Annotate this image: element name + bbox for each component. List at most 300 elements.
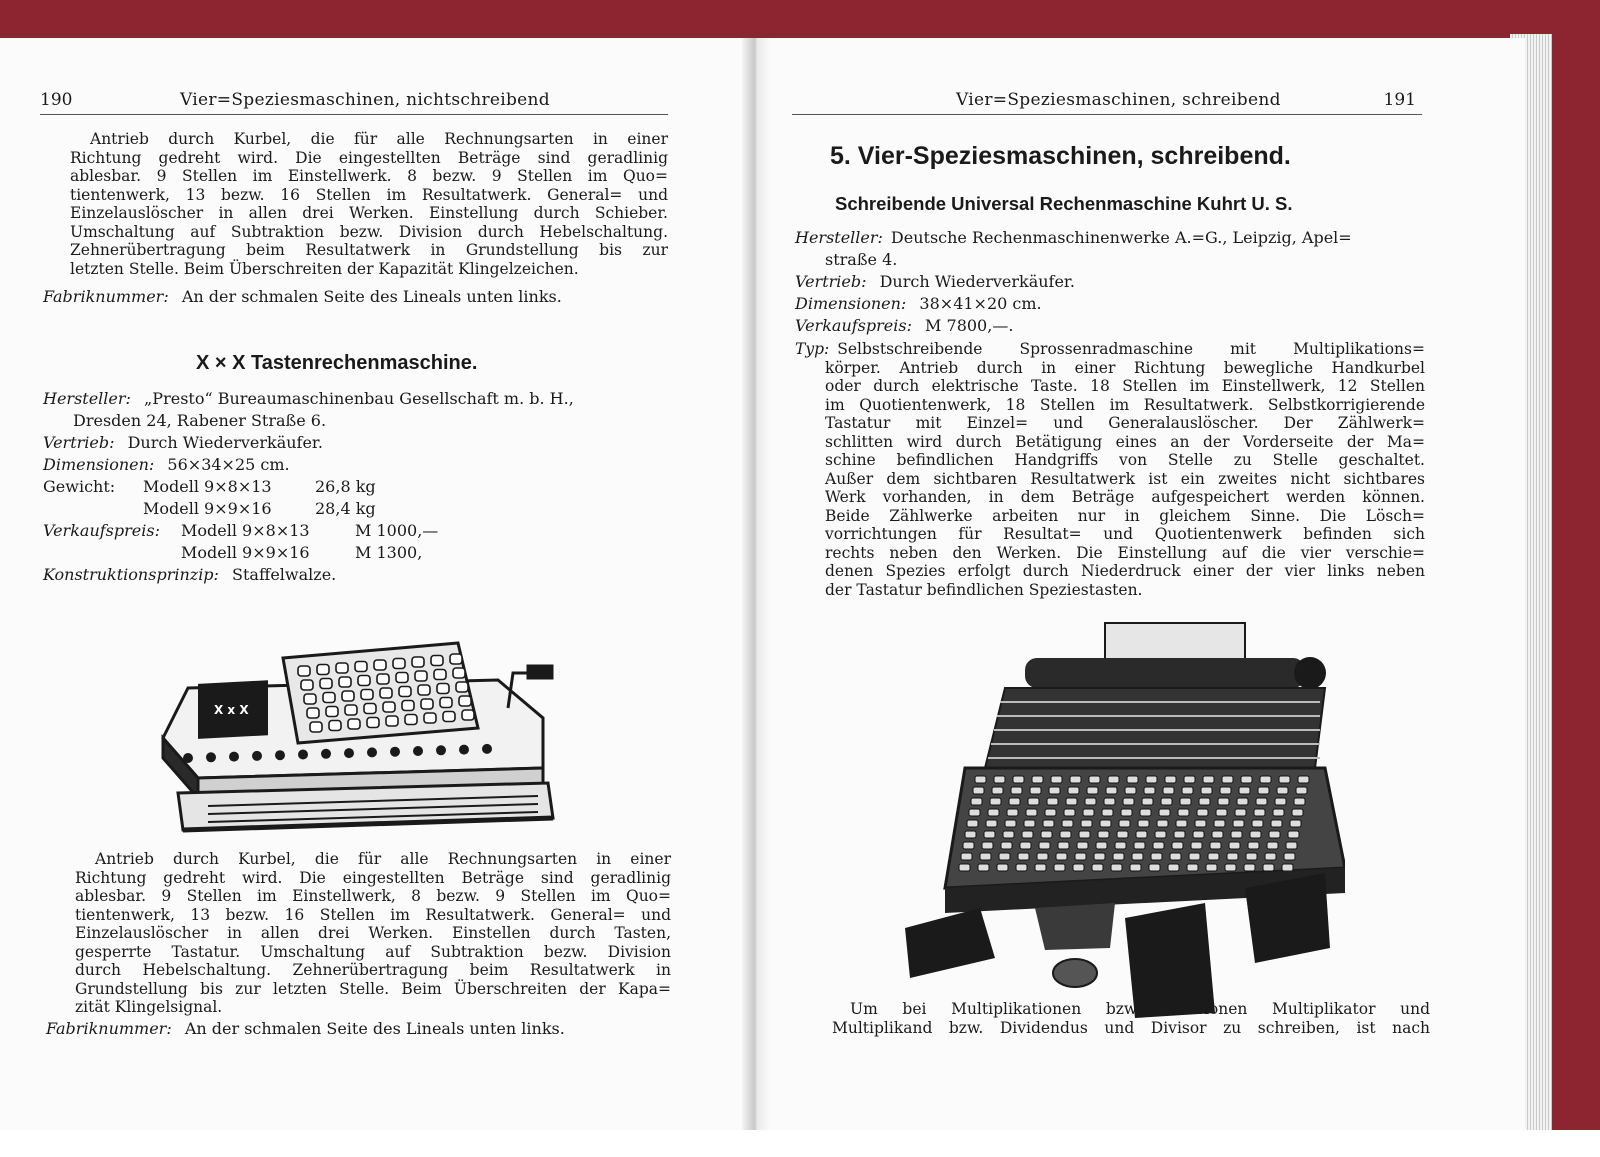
typewriter-key	[1157, 820, 1168, 827]
field-label: Konstruktionsprinzip:	[43, 565, 219, 584]
result-dial	[275, 750, 285, 760]
typewriter-key	[1271, 820, 1282, 827]
text-line: rechts neben den Werken. Die Einstellung auf die vier verschie=	[825, 543, 1425, 562]
tastenrechenmaschine-illustration	[158, 618, 558, 838]
text-line: Um bei Multiplikationen bzw. Divisionen Multiplikator und	[850, 1000, 1430, 1018]
typewriter-key	[1136, 831, 1147, 838]
typewriter-key	[1058, 842, 1069, 849]
typewriter-key	[1047, 798, 1058, 805]
typewriter-key	[1039, 842, 1050, 849]
typewriter-key	[1104, 798, 1115, 805]
typewriter-key	[1298, 776, 1309, 783]
typewriter-key	[1149, 864, 1160, 871]
typewriter-key	[1256, 798, 1267, 805]
result-dial	[183, 753, 193, 763]
field-value: An der schmalen Seite des Lineals unten links.	[181, 287, 562, 306]
text-line: schine befindlichen Handgriffs von Stelle zu Stelle geschaltet.	[825, 451, 1425, 469]
typewriter-key	[973, 787, 984, 794]
field-value: Durch Wiederverkäufer.	[127, 433, 323, 452]
field-label: Dimensionen:	[795, 294, 907, 313]
typewriter-key	[1056, 853, 1067, 860]
typewriter-key	[1199, 798, 1210, 805]
page-number: 191	[1383, 90, 1416, 110]
typewriter-key	[1170, 853, 1181, 860]
calculator-key	[377, 674, 389, 684]
calculator-key	[402, 701, 414, 711]
calculator-key	[317, 665, 329, 675]
typewriter-key	[1011, 787, 1022, 794]
typewriter-key	[1009, 798, 1020, 805]
kuhrt-machine-illustration	[885, 618, 1345, 1018]
typewriter-key	[1018, 853, 1029, 860]
typewriter-key	[1187, 864, 1198, 871]
typewriter-key	[1081, 820, 1092, 827]
body-paragraph	[75, 850, 671, 1017]
book-cover-right	[1552, 0, 1600, 1130]
text-line: der Tastatur befindlichen Speziestasten.	[825, 580, 1143, 599]
text-line: schlitten wird durch Betätigung eines an der Vorderseite der Ma=	[825, 432, 1425, 451]
calculator-key	[374, 660, 386, 670]
section-title: Schreibende Universal Rechenmaschine Kuhrt U. S.	[835, 193, 1293, 214]
model-name: Modell 9×8×13	[181, 521, 310, 540]
typewriter-key	[1191, 842, 1202, 849]
typewriter-key	[1041, 831, 1052, 838]
result-dial	[229, 752, 239, 762]
calculator-key	[424, 713, 436, 723]
typewriter-key	[1020, 842, 1031, 849]
typewriter-key	[1111, 864, 1122, 871]
result-dial	[436, 745, 446, 755]
typewriter-key	[982, 842, 993, 849]
typewriter-key	[1193, 831, 1204, 838]
typewriter-key	[1037, 853, 1048, 860]
calculator-key	[431, 656, 443, 666]
result-dial	[321, 749, 331, 759]
calculator-key	[298, 666, 310, 676]
calculator-key	[326, 707, 338, 717]
typewriter-key	[1244, 864, 1255, 871]
typewriter-key	[1001, 842, 1012, 849]
typewriter-key	[1159, 809, 1170, 816]
calculator-key	[358, 676, 370, 686]
typewriter-key	[1269, 831, 1280, 838]
calculator-key	[367, 718, 379, 728]
text-line: vorrichtungen für Resultat= und Quotientenwerk befinden sich	[825, 525, 1425, 543]
text-line: oder durch elektrische Taste. 18 Stellen im Einstellwerk, 12 Stellen	[825, 377, 1425, 395]
typewriter-key	[1284, 853, 1295, 860]
typewriter-key	[1106, 787, 1117, 794]
field-label: Vertrieb:	[795, 272, 867, 291]
typewriter-key	[1035, 864, 1046, 871]
calculator-key	[345, 705, 357, 715]
calculator-key	[434, 670, 446, 680]
typewriter-key	[1098, 831, 1109, 838]
calculator-key	[462, 710, 474, 720]
calculator-key	[421, 699, 433, 709]
typewriter-key	[1155, 831, 1166, 838]
field-value: 38×41×20 cm.	[919, 294, 1042, 313]
typewriter-key	[1108, 776, 1119, 783]
text-line: Tastatur mit Einzel= und Generalauslöscher. Der Zählwerk=	[825, 414, 1425, 432]
text-line: letzten Stelle. Beim Überschreiten der Kapazität Klingelzeichen.	[70, 259, 579, 278]
text-line: körper. Antrieb durch in einer Richtung bewegliche Handkurbel	[825, 358, 1425, 377]
typewriter-key	[1079, 831, 1090, 838]
field-value: Deutsche Rechenmaschinenwerke A.=G., Leipzig, Apel=	[890, 228, 1352, 247]
text-line: Umschaltung auf Subtraktion bezw. Division durch Hebelschaltung.	[70, 222, 668, 241]
text-line: im Quotientenwerk, 18 Stellen im Resultatwerk. Selbstkorrigierende	[825, 395, 1425, 414]
hersteller-continued: straße 4.	[825, 250, 898, 269]
typewriter-key	[1227, 853, 1238, 860]
typewriter-key	[990, 798, 1001, 805]
left-running-head	[40, 88, 668, 115]
typewriter-key	[1024, 820, 1035, 827]
typewriter-key	[1096, 842, 1107, 849]
typewriter-key	[1043, 820, 1054, 827]
typewriter-key	[994, 776, 1005, 783]
typewriter-key	[1144, 787, 1155, 794]
calculator-key	[361, 690, 373, 700]
calculator-key	[399, 687, 411, 697]
typewriter-key	[1005, 820, 1016, 827]
typewriter-key	[984, 831, 995, 838]
text-line: Grundstellung bis zur letzten Stelle. Beim Überschreiten der Kapa=	[75, 979, 671, 998]
bottom-paragraph	[832, 1000, 1430, 1037]
text-line: Multiplikand bzw. Dividendus und Divisor zu schreiben, ist nach	[832, 1018, 1430, 1037]
calculator-key	[456, 682, 468, 692]
typewriter-key	[963, 842, 974, 849]
typewriter-key	[1201, 787, 1212, 794]
result-dial	[206, 752, 216, 762]
typewriter-key	[988, 809, 999, 816]
result-dial	[413, 746, 423, 756]
calculator-key	[450, 654, 462, 664]
typewriter-key	[965, 831, 976, 838]
typewriter-key	[1222, 776, 1233, 783]
result-dial	[390, 747, 400, 757]
calculator-key	[355, 662, 367, 672]
text-line: Beide Zählwerke arbeiten nur in gleichem Sinne. Die Lösch=	[825, 506, 1425, 525]
typewriter-key	[1130, 864, 1141, 871]
typewriter-key	[1068, 787, 1079, 794]
typewriter-key	[1273, 809, 1284, 816]
text-line: tientenwerk, 13 bezw. 16 Stellen im Resultatwerk. General= und	[75, 905, 671, 924]
typewriter-key	[1294, 798, 1305, 805]
typewriter-key	[1241, 776, 1252, 783]
typewriter-key	[1279, 776, 1290, 783]
typewriter-key	[1102, 809, 1113, 816]
typewriter-key	[1070, 776, 1081, 783]
typewriter-key	[1218, 798, 1229, 805]
typewriter-key	[1290, 820, 1301, 827]
typewriter-key	[1265, 853, 1276, 860]
calculator-key	[396, 673, 408, 683]
typewriter-key	[1229, 842, 1240, 849]
typewriter-key	[1254, 809, 1265, 816]
typewriter-key	[1263, 864, 1274, 871]
typewriter-key	[971, 798, 982, 805]
dimensionen-entry	[43, 454, 673, 476]
typewriter-key	[1189, 853, 1200, 860]
typewriter-key	[1296, 787, 1307, 794]
verkaufspreis-entry	[795, 315, 1425, 337]
verkaufspreis-row	[43, 542, 673, 564]
typewriter-key	[1178, 809, 1189, 816]
typewriter-key	[1007, 809, 1018, 816]
typewriter-key	[1210, 842, 1221, 849]
calculator-key	[342, 691, 354, 701]
field-label: Verkaufspreis:	[795, 316, 912, 335]
typewriter-key	[1132, 853, 1143, 860]
typewriter-key	[1123, 798, 1134, 805]
text-line: Richtung gedreht wird. Die eingestellten Beträge sind geradlinig	[75, 868, 671, 887]
field-value: M 1300,	[355, 543, 423, 562]
typewriter-key	[1003, 831, 1014, 838]
field-value: M 1000,—	[355, 521, 439, 540]
typewriter-key	[1203, 776, 1214, 783]
field-value: „Presto“ Bureaumaschinenbau Gesellschaft m. b. H.,	[144, 389, 574, 408]
text-line: Einzelauslöscher in allen drei Werken. Einstellung durch Schieber.	[70, 204, 668, 222]
field-label: Verkaufspreis:	[43, 521, 160, 540]
typewriter-key	[980, 853, 991, 860]
result-dial	[298, 750, 308, 760]
typewriter-key	[1260, 776, 1271, 783]
typewriter-key	[975, 776, 986, 783]
fabriknummer-entry	[43, 286, 562, 308]
typewriter-key	[1026, 809, 1037, 816]
field-value: 28,4 kg	[315, 499, 376, 518]
typewriter-key	[1115, 842, 1126, 849]
hand-crank-base	[1035, 903, 1115, 950]
result-dial	[344, 748, 354, 758]
typewriter-key	[1083, 809, 1094, 816]
typewriter-key	[1100, 820, 1111, 827]
verkaufspreis-row	[43, 520, 673, 542]
typewriter-key	[1075, 853, 1086, 860]
chapter-title: 5. Vier-Speziesmaschinen, schreibend.	[830, 142, 1291, 170]
section-title: X × X Tastenrechenmaschine.	[196, 352, 478, 374]
calculator-key	[437, 684, 449, 694]
calculator-key	[339, 677, 351, 687]
typewriter-key	[1180, 798, 1191, 805]
running-title: Vier=Speziesmaschinen, nichtschreibend	[180, 90, 550, 110]
vertrieb-entry	[795, 271, 1425, 293]
field-value: Staffelwalze.	[232, 565, 337, 584]
typewriter-key	[1258, 787, 1269, 794]
typewriter-key	[1121, 809, 1132, 816]
typewriter-key	[1045, 809, 1056, 816]
field-value: An der schmalen Seite des Lineals unten links.	[184, 1019, 565, 1038]
gewicht-row	[43, 498, 673, 520]
field-label: Fabriknummer:	[46, 1019, 172, 1038]
field-value: 56×34×25 cm.	[167, 455, 290, 474]
hersteller-entry	[43, 388, 673, 410]
typewriter-key	[986, 820, 997, 827]
calculator-key	[307, 708, 319, 718]
calculator-key	[336, 663, 348, 673]
typewriter-key	[1094, 853, 1105, 860]
calculator-key	[412, 657, 424, 667]
calculator-key	[440, 698, 452, 708]
calculator-key	[323, 693, 335, 703]
typewriter-key	[1146, 776, 1157, 783]
model-name: Modell 9×8×13	[143, 477, 272, 496]
machine-plate-text: X x X	[214, 703, 249, 717]
typewriter-key	[1252, 820, 1263, 827]
konstruktion-entry	[43, 564, 673, 586]
running-title: Vier=Speziesmaschinen, schreibend	[956, 90, 1281, 110]
dimensionen-entry	[795, 293, 1425, 315]
typewriter-key	[1208, 853, 1219, 860]
typewriter-key	[1013, 776, 1024, 783]
hersteller-continued: Dresden 24, Rabener Straße 6.	[73, 411, 327, 430]
field-label: Gewicht:	[43, 477, 116, 496]
typewriter-key	[1225, 864, 1236, 871]
text-line: Zehnerübertragung beim Resultatwerk in Grundstellung bis zur	[70, 241, 668, 259]
typewriter-key	[1127, 776, 1138, 783]
typewriter-key	[1195, 820, 1206, 827]
field-label: Dimensionen:	[43, 455, 155, 474]
calculator-key	[405, 715, 417, 725]
typewriter-key	[1060, 831, 1071, 838]
field-label: Vertrieb:	[43, 433, 115, 452]
typewriter-key	[1267, 842, 1278, 849]
calculator-key	[418, 685, 430, 695]
typewriter-key	[1142, 798, 1153, 805]
spec-block	[43, 388, 673, 586]
typewriter-key	[997, 864, 1008, 871]
typewriter-key	[1051, 776, 1062, 783]
calculator-key	[380, 688, 392, 698]
typewriter-key	[1168, 864, 1179, 871]
typewriter-key	[1085, 798, 1096, 805]
typewriter-key	[1022, 831, 1033, 838]
page-number: 190	[40, 90, 73, 110]
typewriter-key	[1235, 809, 1246, 816]
field-value: Selbstschreibende Sprossenradmaschine mit Multiplikations=	[837, 340, 1425, 358]
typewriter-key	[1030, 787, 1041, 794]
text-line: Richtung gedreht wird. Die eingestellten Beträge sind geradlinig	[70, 148, 668, 167]
typewriter-key	[1092, 864, 1103, 871]
typewriter-key	[1089, 776, 1100, 783]
typewriter-key	[1216, 809, 1227, 816]
typewriter-key	[1077, 842, 1088, 849]
typewriter-key	[1125, 787, 1136, 794]
typewriter-key	[1206, 864, 1217, 871]
field-value: 26,8 kg	[315, 477, 376, 496]
field-value: Durch Wiederverkäufer.	[879, 272, 1075, 291]
typewriter-key	[1113, 853, 1124, 860]
field-value: M 7800,—.	[925, 316, 1014, 335]
left-page	[40, 38, 690, 1130]
typewriter-key	[1119, 820, 1130, 827]
typewriter-key	[1214, 820, 1225, 827]
typewriter-key	[1237, 798, 1248, 805]
typewriter-key	[1248, 842, 1259, 849]
typewriter-key	[961, 853, 972, 860]
typewriter-key	[1134, 842, 1145, 849]
typewriter-key	[1049, 787, 1060, 794]
text-line: tientenwerk, 13 bezw. 16 Stellen im Resultatwerk. General= und	[70, 185, 668, 204]
right-page	[795, 38, 1440, 1130]
typewriter-key	[1066, 798, 1077, 805]
text-line: ablesbar. 9 Stellen im Einstellwerk. 8 bezw. 9 Stellen im Quo=	[70, 167, 668, 185]
text-line: durch Hebelschaltung. Zehnerübertragung beim Resultatwerk in	[75, 961, 671, 979]
typewriter-key	[1184, 776, 1195, 783]
field-label: Fabriknummer:	[43, 287, 169, 306]
typewriter-key	[1176, 820, 1187, 827]
typ-first-line	[795, 340, 1425, 359]
text-line: Einzelauslöscher in allen drei Werken. Einstellen durch Tasten,	[75, 924, 671, 942]
typewriter-key	[1161, 798, 1172, 805]
typewriter-key	[1140, 809, 1151, 816]
typewriter-key	[1246, 853, 1257, 860]
typewriter-key	[1220, 787, 1231, 794]
typewriter-key	[1054, 864, 1065, 871]
calculator-key	[415, 671, 427, 681]
typewriter-key	[1087, 787, 1098, 794]
typewriter-key	[1153, 842, 1164, 849]
calculator-key	[383, 702, 395, 712]
book-gutter	[742, 38, 770, 1130]
typewriter-key	[1250, 831, 1261, 838]
field-label: Typ:	[795, 340, 830, 358]
typewriter-key	[1277, 787, 1288, 794]
typewriter-key	[1182, 787, 1193, 794]
typewriter-key	[999, 853, 1010, 860]
typewriter-key	[1016, 864, 1027, 871]
typewriter-key	[959, 864, 970, 871]
text-line: Werk vorhanden, in dem Beträge aufgespeichert werden können.	[825, 488, 1425, 506]
spec-block	[795, 227, 1425, 337]
typewriter-key	[1172, 842, 1183, 849]
calculator-key	[310, 722, 322, 732]
calculator-key	[459, 696, 471, 706]
calculator-key	[348, 719, 360, 729]
typewriter-key	[1165, 776, 1176, 783]
result-dial	[459, 745, 469, 755]
calculator-key	[386, 716, 398, 726]
typewriter-key	[1163, 787, 1174, 794]
typ-body	[795, 359, 1425, 600]
model-name: Modell 9×9×16	[181, 543, 310, 562]
text-line: ablesbar. 9 Stellen im Einstellwerk, 8 bezw. 9 Stellen im Quo=	[75, 887, 671, 905]
text-line: Antrieb durch Kurbel, die für alle Rechnungsarten in einer	[95, 850, 671, 868]
model-name: Modell 9×9×16	[143, 499, 272, 518]
calculator-key	[329, 721, 341, 731]
typewriter-key	[992, 787, 1003, 794]
field-label: Hersteller:	[43, 389, 131, 408]
typewriter-key	[1233, 820, 1244, 827]
typewriter-key	[1138, 820, 1149, 827]
typewriter-key	[1174, 831, 1185, 838]
typewriter-key	[1239, 787, 1250, 794]
typewriter-key	[1286, 842, 1297, 849]
typewriter-key	[1275, 798, 1286, 805]
result-dial	[482, 744, 492, 754]
intro-paragraph	[70, 130, 668, 278]
calculator-key	[320, 679, 332, 689]
typewriter-key	[978, 864, 989, 871]
calculator-key	[443, 712, 455, 722]
typewriter-key	[1073, 864, 1084, 871]
typewriter-key	[1282, 864, 1293, 871]
text-line: Antrieb durch Kurbel, die für alle Rechnungsarten in einer	[90, 130, 668, 148]
gewicht-row	[43, 476, 673, 498]
vertrieb-entry	[43, 432, 673, 454]
text-line: denen Spezies erfolgt durch Niederdruck einer der vier links neben	[825, 562, 1425, 580]
typewriter-key	[1231, 831, 1242, 838]
typewriter-key	[1197, 809, 1208, 816]
